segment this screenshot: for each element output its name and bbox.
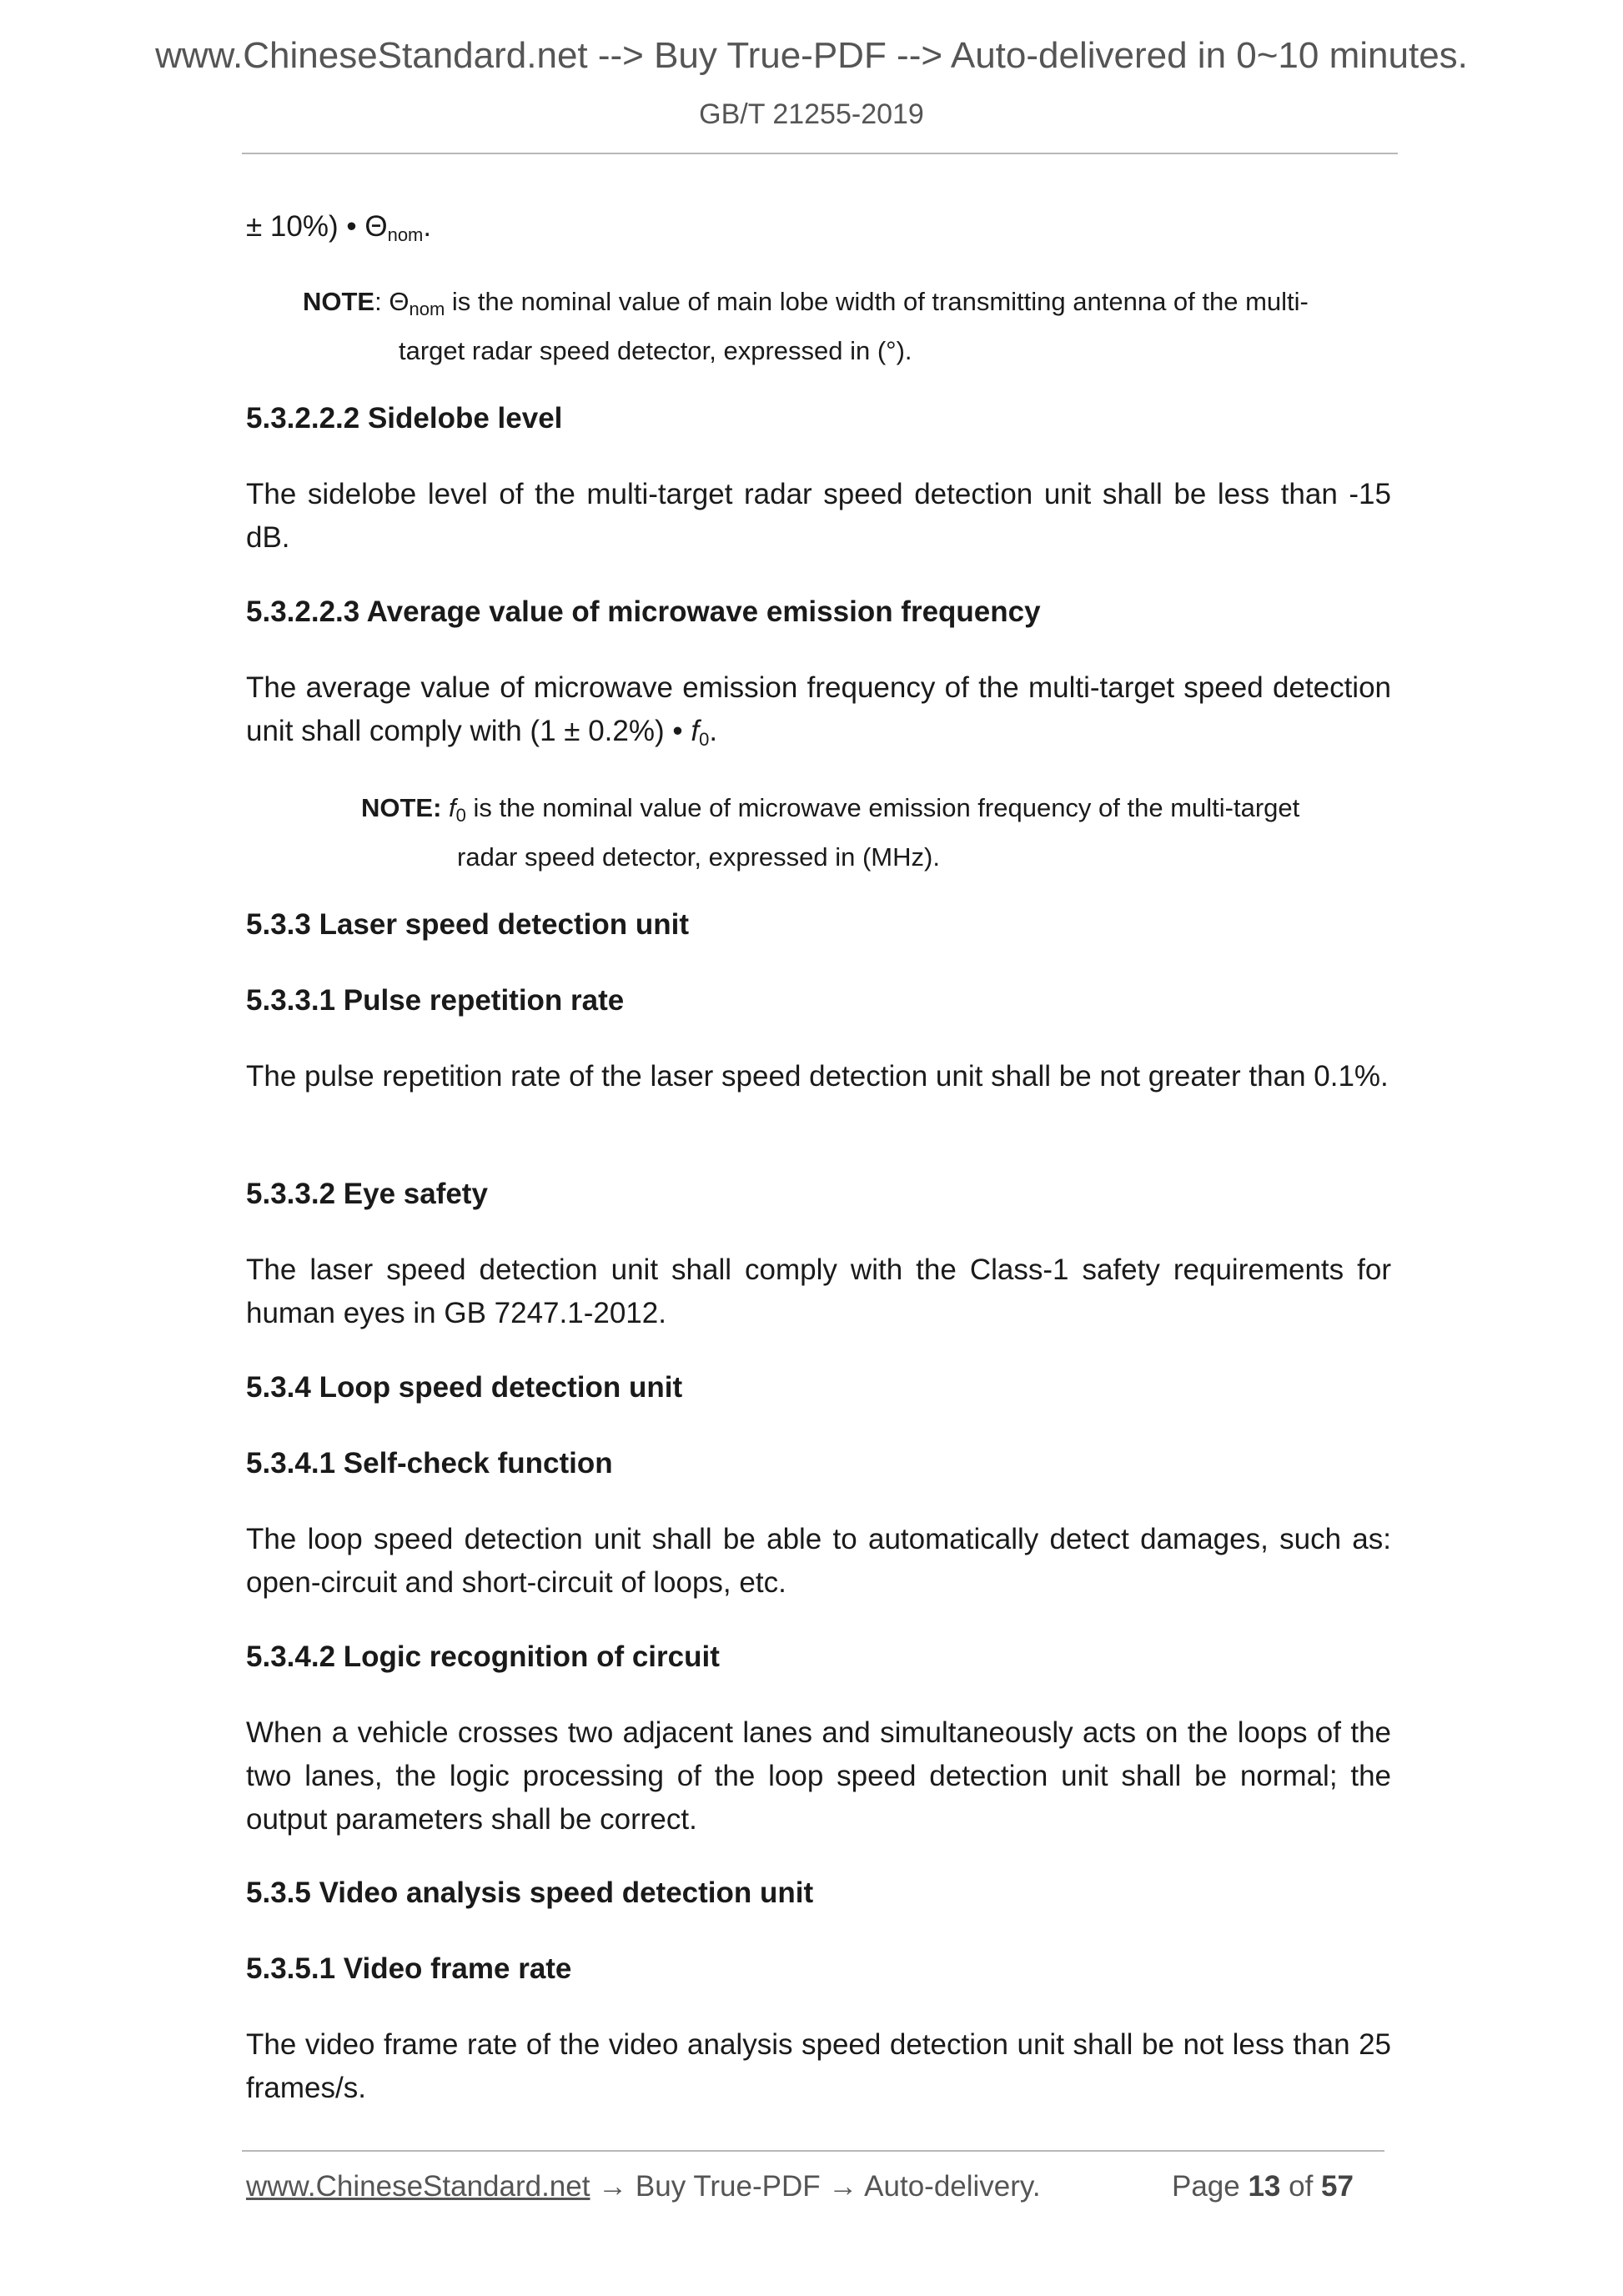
page-number: 13: [1248, 2170, 1281, 2203]
heading-5-3-2-2-2: 5.3.2.2.2 Sidelobe level: [246, 402, 563, 435]
footer-promo: www.ChineseStandard.net → Buy True-PDF → Auto-delivery.: [246, 2170, 1041, 2203]
heading-5-3-4: 5.3.4 Loop speed detection unit: [246, 1371, 683, 1404]
heading-5-3-2-2-3: 5.3.2.2.3 Average value of microwave emission frequency: [246, 595, 1041, 628]
heading-5-3-4-1: 5.3.4.1 Self-check function: [246, 1447, 613, 1480]
footer-divider: [242, 2150, 1384, 2152]
paragraph-frequency: The average value of microwave emission frequency of the multi-target speed detection unit shall comply with (1 ± 0.2%) • $f_0$.: [246, 671, 1391, 750]
heading-5-3-5-1: 5.3.5.1 Video frame rate: [246, 1952, 572, 1985]
standard-id: GB/T 21255-2019: [699, 98, 924, 130]
heading-5-3-3-1: 5.3.3.1 Pulse repetition rate: [246, 984, 625, 1017]
paragraph-logic: When a vehicle crosses two adjacent lanes and simultaneously acts on the loops of the two lanes, the logic processing of the loop speed detection unit shall be normal; the output parameters shall be correct.: [246, 1716, 1391, 1836]
heading-5-3-5: 5.3.5 Video analysis speed detection unit: [246, 1876, 814, 1909]
paragraph-eye-safety: The laser speed detection unit shall comply with the Class-1 safety requirements for human eyes in GB 7247.1-2012.: [246, 1254, 1391, 1329]
paragraph-sidelobe: The sidelobe level of the multi-target radar speed detection unit shall be less than -15 dB.: [246, 478, 1391, 554]
header-divider: [242, 153, 1398, 154]
page-indicator: Page 13 of 57: [1172, 2170, 1354, 2203]
paragraph-pulse: The pulse repetition rate of the laser speed detection unit shall be not greater than 0.1%.: [246, 1060, 1389, 1093]
continuation-line: ± 10%) • $\Theta_{nom}$.: [246, 210, 432, 245]
heading-5-3-4-2: 5.3.4.2 Logic recognition of circuit: [246, 1640, 720, 1673]
paragraph-video: The video frame rate of the video analysis speed detection unit shall be not less than 25 frames/s.: [246, 2028, 1391, 2104]
heading-5-3-3: 5.3.3 Laser speed detection unit: [246, 908, 689, 941]
page-total: 57: [1321, 2170, 1354, 2203]
footer-site-link[interactable]: www.ChineseStandard.net: [246, 2170, 590, 2203]
note-main-lobe: NOTE: $\Theta_{nom}$ is the nominal value of main lobe width of transmitting antenna of the multi- target radar speed detector, expressed in (°).: [303, 287, 1309, 365]
heading-5-3-3-2: 5.3.3.2 Eye safety: [246, 1178, 488, 1210]
header-banner: www.ChineseStandard.net --> Buy True-PDF --> Auto-delivered in 0~10 minutes.: [155, 35, 1468, 76]
paragraph-self-check: The loop speed detection unit shall be able to automatically detect damages, such as: open-circuit and short-circuit of loops, etc.: [246, 1523, 1391, 1599]
note-frequency: NOTE: $f_0$ is the nominal value of microwave emission frequency of the multi-target radar speed detector, expressed in (MHz).: [361, 793, 1300, 872]
